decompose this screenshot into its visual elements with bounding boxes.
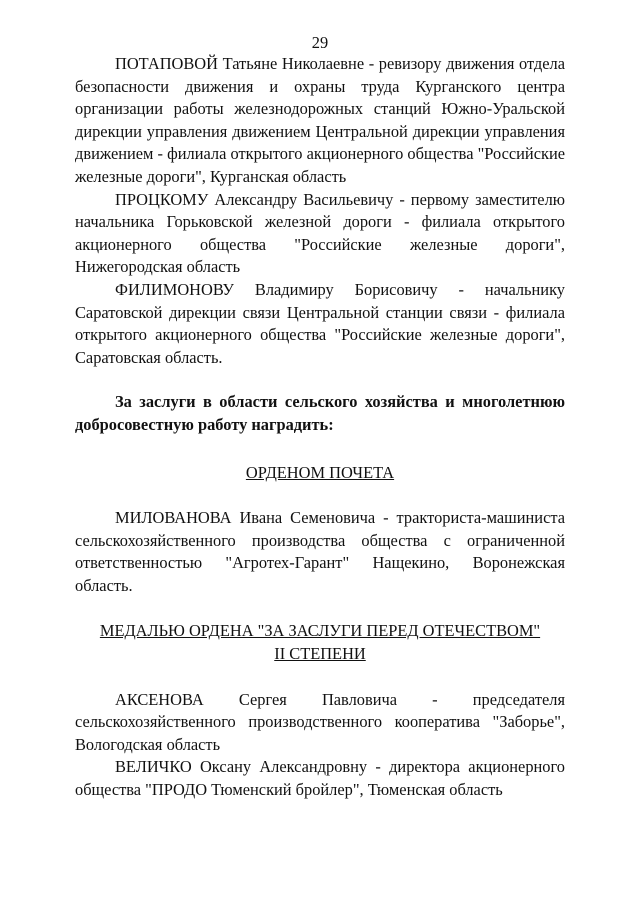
award-entry-potapova: ПОТАПОВОЙ Татьяне Николаевне - ревизору движения отдела безопасности движения и охраны труда Курганского центра организации работы железнодорожных станций Южно-Уральской дирекции управления движением Центральной дирекции управления движением - филиала открытого акционерного общества "Российские железные дороги", Курганская область [75, 54, 565, 186]
award-heading: За заслуги в области сельского хозяйства и многолетнюю добросовестную работу наградить: [75, 392, 565, 434]
award-entry-aksenov: АКСЕНОВА Сергея Павловича - председателя сельскохозяйственного производственного кооператива "Заборье", Вологодская область [75, 689, 565, 754]
spacer [75, 484, 565, 507]
order-title: ОРДЕНОМ ПОЧЕТА [245, 462, 395, 482]
page-number: 29 [311, 33, 329, 52]
spacer [75, 597, 565, 620]
medal-title-line1: МЕДАЛЬЮ ОРДЕНА "ЗА ЗАСЛУГИ ПЕРЕД ОТЕЧЕСТВОМ" [99, 621, 541, 641]
spacer [75, 369, 565, 391]
document-body [75, 53, 565, 802]
award-entry-protskoy: ПРОЦКОМУ Александру Васильевичу - первому заместителю начальника Горьковской железной дороги - филиала открытого акционерного общества "Российские железные дороги", Нижегородская область [75, 189, 565, 277]
award-entry-filimonov: ФИЛИМОНОВУ Владимиру Борисовичу - начальнику Саратовской дирекции связи Центральной станции связи - филиала открытого акционерного общества "Российские железные дороги", Саратовская область. [75, 279, 565, 367]
spacer [75, 666, 565, 689]
spacer [75, 437, 565, 462]
award-entry-velichko: ВЕЛИЧКО Оксану Александровну - директора акционерного общества "ПРОДО Тюменский бройлер", Тюменская область [75, 757, 565, 800]
medal-title-line2: II СТЕПЕНИ [274, 644, 366, 664]
award-entry-milovanov: МИЛОВАНОВА Ивана Семеновича - тракториста-машиниста сельскохозяйственного производства общества с ограниченной ответственностью "Агротех-Гарант" Нащекино, Воронежская область. [75, 508, 565, 595]
